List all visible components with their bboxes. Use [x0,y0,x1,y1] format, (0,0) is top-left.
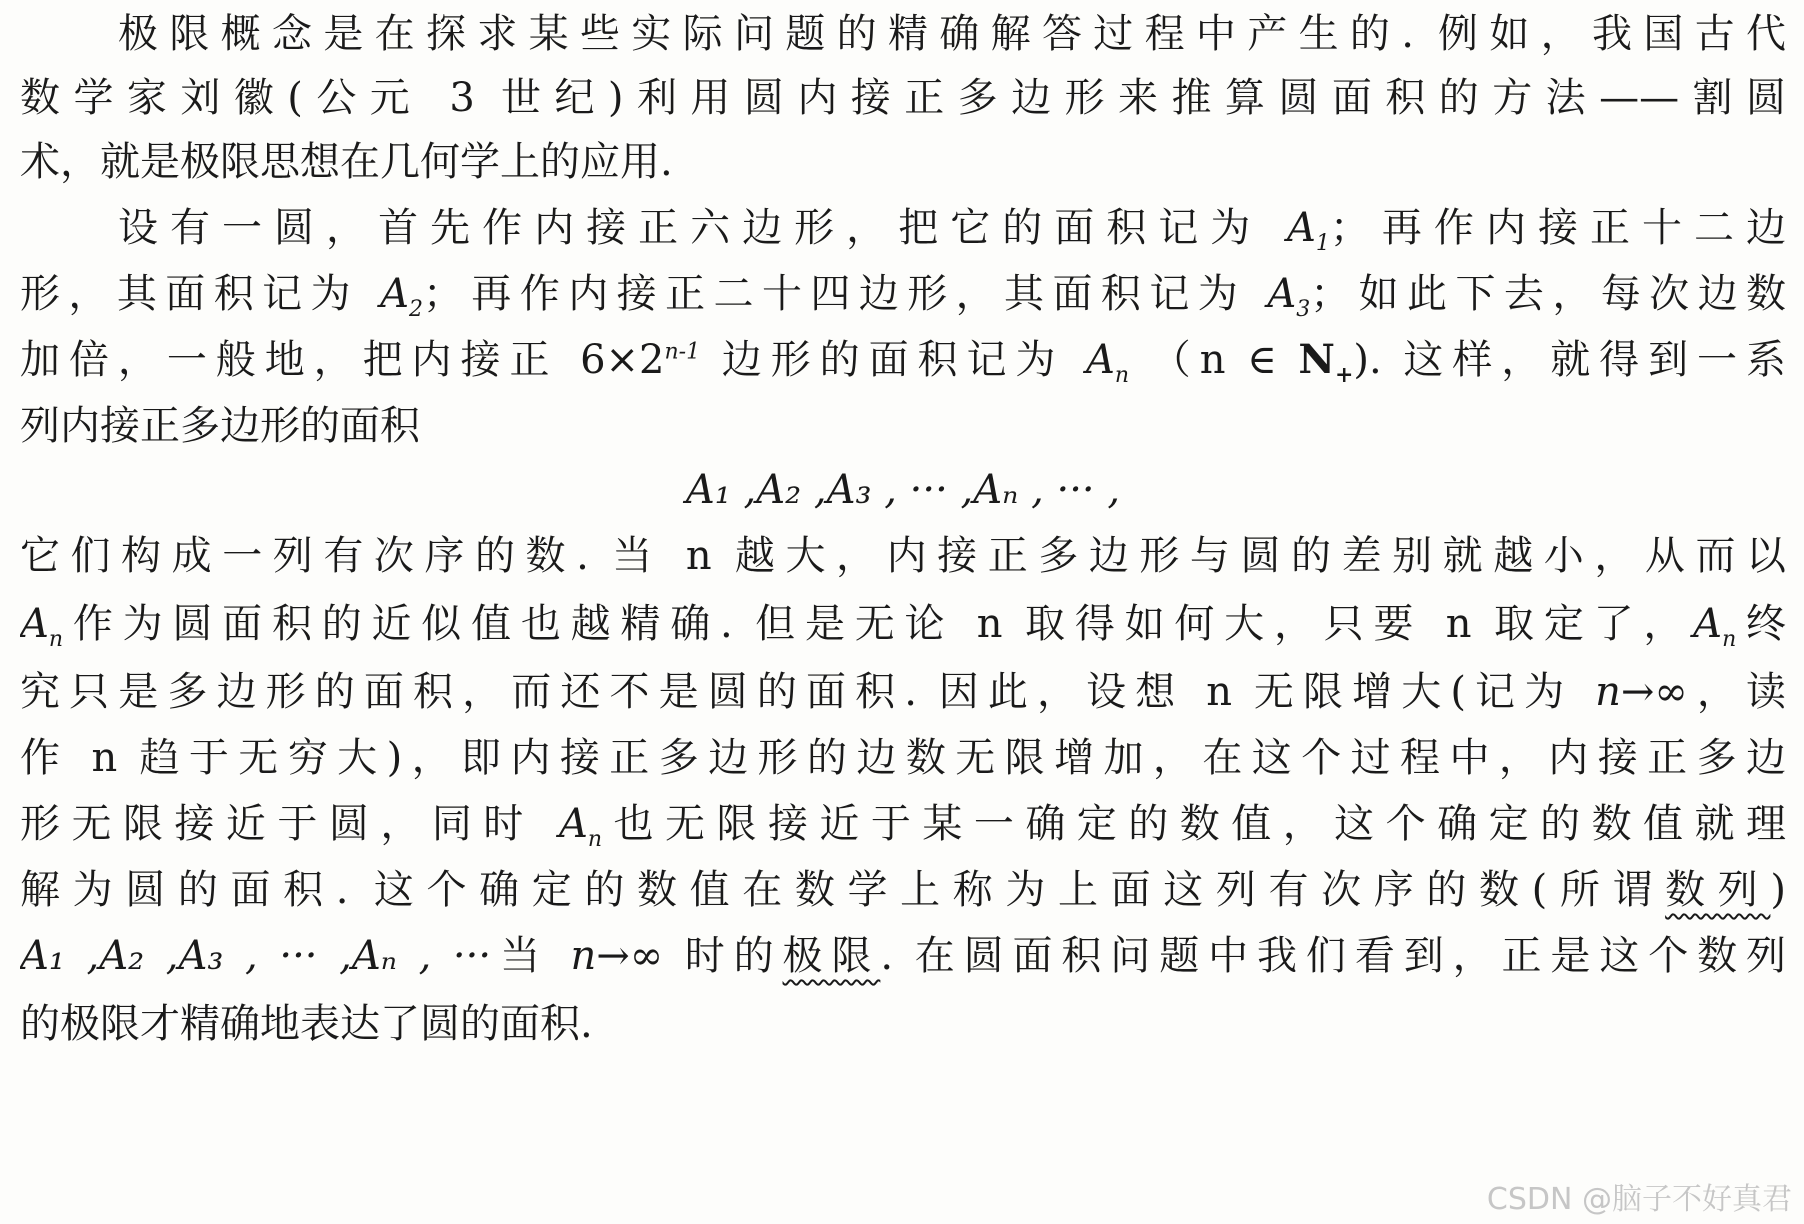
term-limit: 极限 [782,933,881,979]
text: 形无限接近于圆，同时 [20,801,559,847]
p1-line-2: 数学家刘徽(公元 3 世纪)利用圆内接正多边形来推算圆面积的方法——割圆 [20,75,1786,121]
p3-line-4: 作 n 趋于无穷大)，即内接正多边形的边数无限增加，在这个过程中，内接正多边 [20,735,1786,781]
text: 究只是多边形的面积，而还不是圆的面积. 因此，设想 n 无限增大(记为 [20,669,1596,715]
text: ) [1770,867,1786,913]
p3-line-3 [20,660,1786,724]
text: 也无限接近于某一确定的数值，这个确定的数值就理 [602,801,1786,847]
p2-line-1 [20,196,1786,260]
p3-line-1: 它们构成一列有次序的数. 当 n 越大，内接正多边形与圆的差别就越小，从而以 [20,533,1786,579]
p3-line-8: 的极限才精确地表达了圆的面积. [20,1001,593,1047]
text: 作为圆面积的近似值也越精确. 但是无论 n 取得如何大，只要 n 取定了， [63,601,1694,647]
csdn-watermark: CSDN @脑子不好真君 [1486,1182,1792,1217]
p2-line-2 [20,262,1786,326]
text: ；再作内接正二十四边形，其面积记为 [422,271,1268,317]
text: ). 这样，就得到一系 [1353,337,1786,383]
math-n-to-inf: n→∞ [1595,669,1688,715]
p3-line-5 [20,792,1786,856]
text: 形，其面积记为 [20,271,381,317]
p1-line-1: 极限概念是在探求某些实际问题的精确解答过程中产生的. 例如，我国古代 [118,11,1786,57]
math-an: $A_n$ [1693,601,1737,652]
math-a1: $A_1$ [1287,205,1330,256]
math-an: $A_n$ [558,801,603,852]
text: 解为圆的面积. 这个确定的数值在数学上称为上面这列有次序的数(所谓 [20,867,1666,913]
term-sequence: 数列 [1665,867,1771,913]
text: 设有一圆，首先作内接正六边形，把它的面积记为 [118,205,1288,251]
math-a3: $A_3$ [1267,271,1311,322]
sequence-inline: A₁ ,A₂ ,A₃ , ··· ,Aₙ , ··· [20,933,492,979]
p3-line-7 [20,924,1786,988]
math-an: $A_n$ [1086,337,1130,388]
text: . 在圆面积问题中我们看到，正是这个数列 [880,933,1786,979]
math-a2: $A_2$ [380,271,423,322]
p3-line-6 [20,858,1786,922]
p2-line-4: 列内接正多边形的面积 [20,403,420,449]
p3-line-2 [20,592,1786,656]
sequence-display: A₁ ,A₂ ,A₃ , ··· ,Aₙ , ··· , [685,467,1121,513]
text: 加倍，一般地，把内接正 [20,337,581,383]
text: 时的 [663,933,783,979]
p2-line-3 [20,328,1786,392]
text: ；再作内接正十二边 [1329,205,1786,251]
text: ，读 [1687,669,1786,715]
math-n-in: （n ∈ [1150,337,1299,383]
text: ；如此下去，每次边数 [1310,271,1786,317]
text: 边形的面积记为 [700,337,1087,383]
text: 终 [1736,601,1786,647]
p1-line-3: 术，就是极限思想在几何学上的应用. [20,139,673,185]
math-an: $A_n$ [20,601,64,652]
math-n-to-inf: n→∞ [570,933,664,979]
math-6x2: $6\times 2^{n-1}$ [580,337,701,383]
text: 当 [491,933,571,979]
math-N: $N_+$ [1298,336,1354,388]
